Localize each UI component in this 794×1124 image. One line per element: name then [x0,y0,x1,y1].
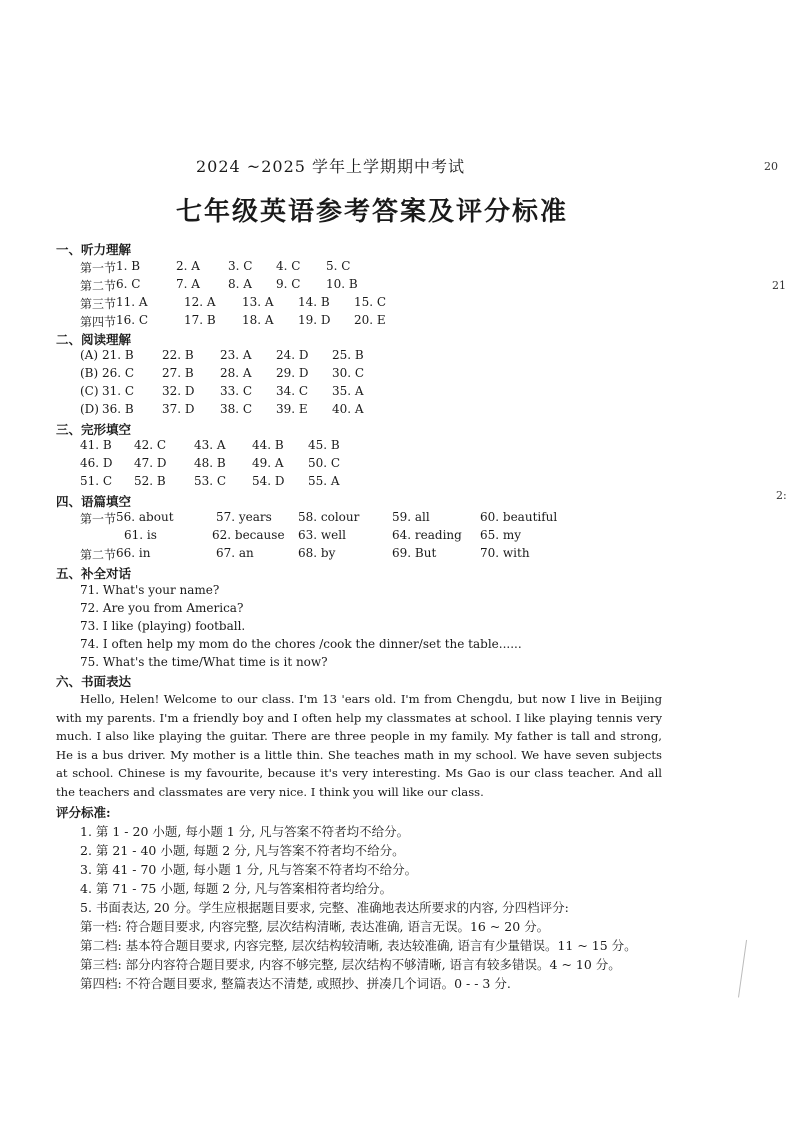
answer-item: 43. A [194,438,226,452]
answer-item: 7. A [176,277,200,291]
answer-item: 67. an [216,546,254,560]
scoring-level: 第四档: 不符合题目要求, 整篇表达不清楚, 或照抄、拼凑几个词语。0 - - 3 分. [80,976,511,991]
answer-item: 65. my [480,528,522,542]
answer-item: 70. with [480,546,530,560]
scoring-rule: 3. 第 41 - 70 小题, 每小题 1 分, 凡与答案不符者均不给分。 [80,862,418,877]
answer-item: 59. all [392,510,430,524]
answer-item: 32. D [162,384,195,398]
scoring-level: 第二档: 基本符合题目要求, 内容完整, 层次结构较清晰, 表达较准确, 语言有少量错误。11 ~ 15 分。 [80,938,637,953]
answer-item: 24. D [276,348,309,362]
answer-item: 12. A [184,295,216,309]
row-prefix: (C) [80,384,99,398]
answer-item: 40. A [332,402,364,416]
answer-item: 47. D [134,456,167,470]
answer-item: 27. B [162,366,194,380]
answer-item: 3. C [228,259,253,273]
answer-item: 22. B [162,348,194,362]
answer-item: 69. But [392,546,437,560]
section-heading-passage-fill: 四、语篇填空 [56,494,132,509]
answer-item: 23. A [220,348,252,362]
essay-text: Hello, Helen! Welcome to our class. I'm 13 'ears old. I'm from Chengdu, but now I live in Beijing with my parents. I'm a friendly boy and I often help my classmates at school. I like playing tennis very much. I also like playing the guitar. There are three people in my family. My father is tall and strong, He is a bus driver. My mother is a little thin. She teaches math in my school. We have seven subjects at school. Chinese is my favourite, because it's very interesting. Ms Gao is our class teacher. And all the teachers and classmates are very nice. I think you will like our class. [56,692,662,799]
answer-item: 66. in [116,546,151,560]
answer-item: 28. A [220,366,252,380]
answer-item: 10. B [326,277,358,291]
answer-item: 11. A [116,295,148,309]
exam-title: 2024 ~2025 学年上学期期中考试 [196,157,466,176]
answer-item: 15. C [354,295,387,309]
answer-item: 2. A [176,259,200,273]
row-prefix: (B) [80,366,99,380]
answer-item: 55. A [308,474,340,488]
answer-item: 20. E [354,313,386,327]
answer-item: 56. about [116,510,174,524]
section-heading-dialogue: 五、补全对话 [56,566,132,581]
answer-item: 31. C [102,384,135,398]
answer-item: 57. years [216,510,272,524]
answer-item: 54. D [252,474,285,488]
document-subtitle: 七年级英语参考答案及评分标准 [176,197,569,227]
answer-item: 18. A [242,313,274,327]
answer-item: 50. C [308,456,341,470]
scoring-rule: 4. 第 71 - 75 小题, 每题 2 分, 凡与答案相符者均给分。 [80,881,393,896]
margin-number: 21 [772,279,786,292]
answer-item: 19. D [298,313,331,327]
dialogue-line: 72. Are you from America? [80,601,244,615]
section-heading-cloze: 三、完形填空 [56,422,132,437]
section-heading-scoring: 评分标准: [56,805,111,820]
answer-item: 33. C [220,384,253,398]
answer-item: 4. C [276,259,301,273]
answer-item: 60. beautiful [480,510,558,524]
answer-item: 38. C [220,402,253,416]
answer-item: 52. B [134,474,166,488]
answer-item: 68. by [298,546,336,560]
answer-item: 35. A [332,384,364,398]
answer-item: 63. well [298,528,346,542]
row-prefix: 第四节 [80,315,117,329]
answer-item: 37. D [162,402,195,416]
answer-item: 42. C [134,438,167,452]
answer-item: 5. C [326,259,351,273]
section-heading-writing: 六、书面表达 [56,674,132,689]
answer-item: 51. C [80,474,113,488]
section-heading-reading: 二、阅读理解 [56,332,132,347]
answer-item: 41. B [80,438,112,452]
answer-item: 26. C [102,366,135,380]
dialogue-line: 73. I like (playing) football. [80,619,246,633]
answer-item: 36. B [102,402,134,416]
answer-item: 9. C [276,277,301,291]
answer-item: 48. B [194,456,226,470]
scoring-rule: 5. 书面表达, 20 分。学生应根据题目要求, 完整、准确地表达所要求的内容, 分四档评分: [80,900,569,915]
answer-item: 1. B [116,259,141,273]
margin-number: 2: [776,489,787,502]
answer-item: 17. B [184,313,216,327]
dialogue-line: 74. I often help my mom do the chores /cook the dinner/set the table...... [80,637,522,651]
answer-item: 62. because [212,528,285,542]
margin-number: 20 [764,160,778,173]
dialogue-line: 75. What's the time/What time is it now? [80,655,328,669]
answer-item: 14. B [298,295,330,309]
model-essay [56,690,662,802]
pen-stroke-mark [738,940,751,998]
answer-item: 53. C [194,474,227,488]
row-prefix: 第一节 [80,512,117,526]
row-prefix: 第二节 [80,279,117,293]
row-prefix: (D) [80,402,99,416]
answer-item: 34. C [276,384,309,398]
row-prefix: 第三节 [80,297,117,311]
answer-item: 39. E [276,402,308,416]
answer-item: 61. is [124,528,157,542]
scoring-rule: 2. 第 21 - 40 小题, 每题 2 分, 凡与答案不符者均不给分。 [80,843,405,858]
answer-item: 45. B [308,438,340,452]
answer-item: 29. D [276,366,309,380]
answer-item: 16. C [116,313,149,327]
dialogue-line: 71. What's your name? [80,583,220,597]
row-prefix: 第二节 [80,548,117,562]
section-heading-listening: 一、听力理解 [56,242,132,257]
row-prefix: 第一节 [80,261,117,275]
row-prefix: (A) [80,348,99,362]
scoring-rule: 1. 第 1 - 20 小题, 每小题 1 分, 凡与答案不符者均不给分。 [80,824,410,839]
answer-item: 58. colour [298,510,360,524]
answer-item: 25. B [332,348,364,362]
answer-item: 21. B [102,348,134,362]
answer-item: 64. reading [392,528,462,542]
answer-item: 13. A [242,295,274,309]
scoring-level: 第一档: 符合题目要求, 内容完整, 层次结构清晰, 表达准确, 语言无误。16 ~ 20 分。 [80,919,550,934]
answer-item: 49. A [252,456,284,470]
answer-item: 44. B [252,438,284,452]
answer-item: 46. D [80,456,113,470]
answer-item: 8. A [228,277,252,291]
answer-item: 30. C [332,366,365,380]
answer-item: 6. C [116,277,141,291]
scoring-level: 第三档: 部分内容符合题目要求, 内容不够完整, 层次结构不够清晰, 语言有较多错误。4 ~ 10 分。 [80,957,621,972]
